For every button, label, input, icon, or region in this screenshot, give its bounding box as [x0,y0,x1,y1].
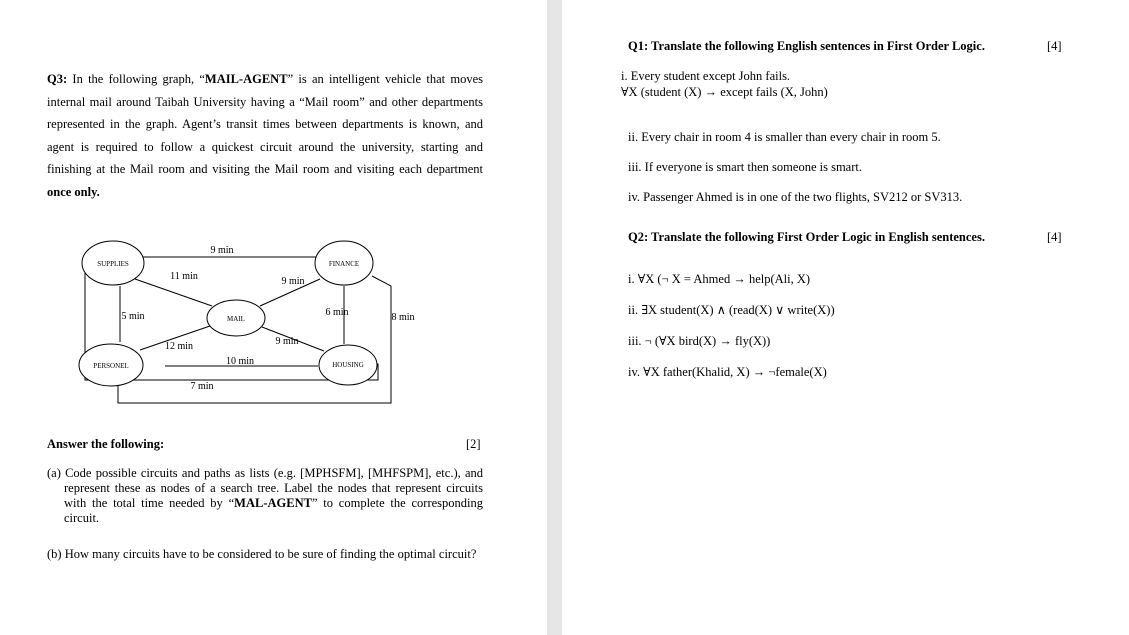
q3-once-only: once only. [47,184,100,199]
q2-item-i: i. ∀X (¬ X = Ahmed → help(Ali, X) [628,272,811,286]
edge-label-finance-personel-outer: 8 min [391,312,415,323]
question-a [47,466,483,526]
q1-title: Q1: Translate the following English sentences in First Order Logic. [628,39,985,53]
edge-label-supplies-finance: 9 min [210,245,234,256]
edge-label-supplies-housing-outer: 7 min [190,381,214,392]
q3-agent-name: MAIL-AGENT [204,72,288,86]
question-a-suffix: ” to complete the corresponding circuit. [64,496,483,525]
node-label-housing: HOUSING [332,361,364,369]
q1-marks: [4] [1047,39,1062,53]
question-b: (b) How many circuits have to be considered to be sure of finding the optimal circuit? [47,547,477,561]
node-label-mail: MAIL [227,315,245,323]
answer-title: Answer the following: [47,437,165,451]
q3-text-a: In the following graph, “ [67,72,205,86]
edge-label-mail-housing: 9 min [275,336,299,347]
node-label-personel: PERSONEL [93,362,129,370]
q2-item-iv: iv. ∀X father(Khalid, X) → ¬female(X) [628,365,827,379]
mail-agent-graph [0,0,547,420]
q3-label: Q3: [47,72,68,86]
edge-label-personel-housing: 10 min [225,356,255,367]
q3-text-b: ” is an intelligent vehicle that moves internal mail around Taibah University having a “Mail room” and other departments represented in the graph. Agent’s transit times between departments is known, and agent is required to follow a quickest circuit around the university, starting and finishing at the Mail room and visiting the Mail room and visiting each department [47,72,483,177]
edge-label-supplies-mail: 11 min [170,271,198,282]
node-label-supplies: SUPPLIES [97,260,129,268]
answer-marks: [2] [466,437,481,451]
page-left [0,0,547,635]
edge-label-mail-finance: 9 min [281,276,305,287]
question-a-agent: MAL-AGENT [234,496,312,510]
q2-marks: [4] [1047,230,1062,244]
q1-item-ii: ii. Every chair in room 4 is smaller than every chair in room 5. [628,130,941,144]
edge-supplies-mail [135,279,212,306]
q2-title: Q2: Translate the following First Order Logic in English sentences. [628,230,985,244]
q2-item-ii: ii. ∃X student(X) ∧ (read(X) ∨ write(X)) [628,303,835,317]
edge-label-finance-housing: 6 min [325,307,349,318]
edge-label-supplies-personel: 5 min [121,311,145,322]
q1-item-iv: iv. Passenger Ahmed is in one of the two flights, SV212 or SV313. [628,190,963,204]
page-gutter [547,0,562,635]
q1-item-iii: iii. If everyone is smart then someone is smart. [628,160,862,174]
q1-item-i-logic: ∀X (student (X) → except fails (X, John) [621,85,828,99]
q1-item-i: i. Every student except John fails. [621,69,791,83]
question-a-text: (a) Code possible circuits and paths as lists (e.g. [MPHSFM], [MHFSPM], etc.), and represent these as nodes of a search tree. Label the nodes that represent circuits with the total time needed by “ [47,466,483,510]
q2-item-iii: iii. ¬ (∀X bird(X) → fly(X)) [628,334,771,348]
edge-label-mail-personel: 12 min [164,341,194,352]
node-label-finance: FINANCE [328,260,360,268]
